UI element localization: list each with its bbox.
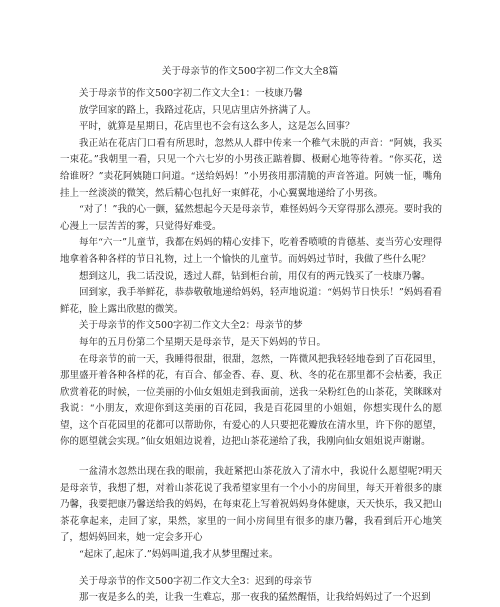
paragraph: 平时，就算是星期日，花店里也不会有这么多人，这是怎么回事？ [79,121,355,133]
paragraph: 每年的五月份第二个星期天是母亲节，是天下妈妈的节日。 [79,336,327,348]
paragraph: “对了！”我的心一颤，猛然想起今天是母亲节，难怪妈妈今天穿得那么漂亮。要时我的心漫上一层苦苦的雾，只觉得好难受。 [60,204,442,232]
paragraph: 一盆清水忽然出现在我的眼前，我赶紧把山茶花放入了清水中，我说什么愿望呢?明天是母亲节，我想了想，对着山茶花说了我希望家里有一个小小的房间里，每天开着很多的康乃馨，我要把康乃馨送给我的妈妈，在每束花上写着祝妈妈身体健康，天天快乐，我又把山茶花拿起来，走回了家，果然，家里的一间小房间里有很多的康乃馨，我看到后开心地笑了，想妈妈回来，她一定会多开心 [60,466,442,544]
section-heading-1: 关于母亲节的作文500字初二作文大全1：一枝康乃馨 [79,88,303,99]
paragraph: 放学回家的路上，我路过花店，只见店里店外挤满了人。 [79,104,317,116]
section-heading-2: 关于母亲节的作文500字初二作文大全2：母亲节的梦 [79,320,303,332]
paragraph: 回到家，我手举鲜花，恭恭敬敬地递给妈妈，轻声地说道：“妈妈节日快乐！”妈妈看看鲜花，脸上露出欣慰的微笑。 [60,287,442,315]
paragraph: 我正站在花店门口看有所思时，忽然从人群中传来一个稚气未脱的声音：“阿姨，我买一束花。”我朝里一看，只见一个六七岁的小男孩正踮着脚、极耐心地等待着。“你买花，送给谁呀？”卖花阿姨随口问道。“送给妈妈！”小男孩用那清脆的声音答道。阿姨一怔，嘴角挂上一丝淡淡的微笑，然后精心包扎好一束鲜花，小心翼翼地递给了小男孩。 [60,137,442,199]
document-title: 关于母亲节的作文500字初二作文大全8篇 [161,66,339,77]
paragraph: 想到这儿，我二话没说，透过人群，钻到柜台前，用仅有的两元钱买了一枝康乃馨。 [79,270,431,282]
paragraph: 那一夜是多么的美，让我一生难忘，那一夜我的猛然醒悟，让我给妈妈过了一个迟到 [79,592,431,604]
paragraph: 在母亲节的前一天，我睡得很甜，很甜，忽然，一阵微风把我轻轻地卷到了百花园里，那里盛开着各种各样的花，有百合、郁金香、春、夏、秋、冬的花在那里都不会枯萎，我正欣赏着花的时候，一位美丽的小仙女姐姐走到我面前，送我一朵粉红色的山茶花，笑眯眯对我说：“小朋友，欢迎你到这美丽的百花园，我是百花园里的小姐姐，你想实现什么的愿望，这个百花园里的花都可以帮助你，有爱心的人只要把花瓣放在清水里，许下你的愿望，你的愿望就会实现。”仙女姐姐边说着，边把山茶花递给了我，我刚向仙女姐姐说声谢谢。 [60,353,442,448]
paragraph: 每年“六一”儿童节，我都在妈妈的精心安排下，吃着香喷喷的肯德基、麦当劳心安理得地拿着各种各样的节日礼物，过上一个愉快的儿童节。而妈妈过节时，我做了些什么呢？ [60,237,442,265]
document-body [60,86,442,607]
paragraph: “起床了,起床了.”妈妈叫道,我才从梦里醒过来。 [79,549,279,561]
section-heading-3: 关于母亲节的作文500字初二作文大全3：迟到的母亲节 [79,575,313,587]
